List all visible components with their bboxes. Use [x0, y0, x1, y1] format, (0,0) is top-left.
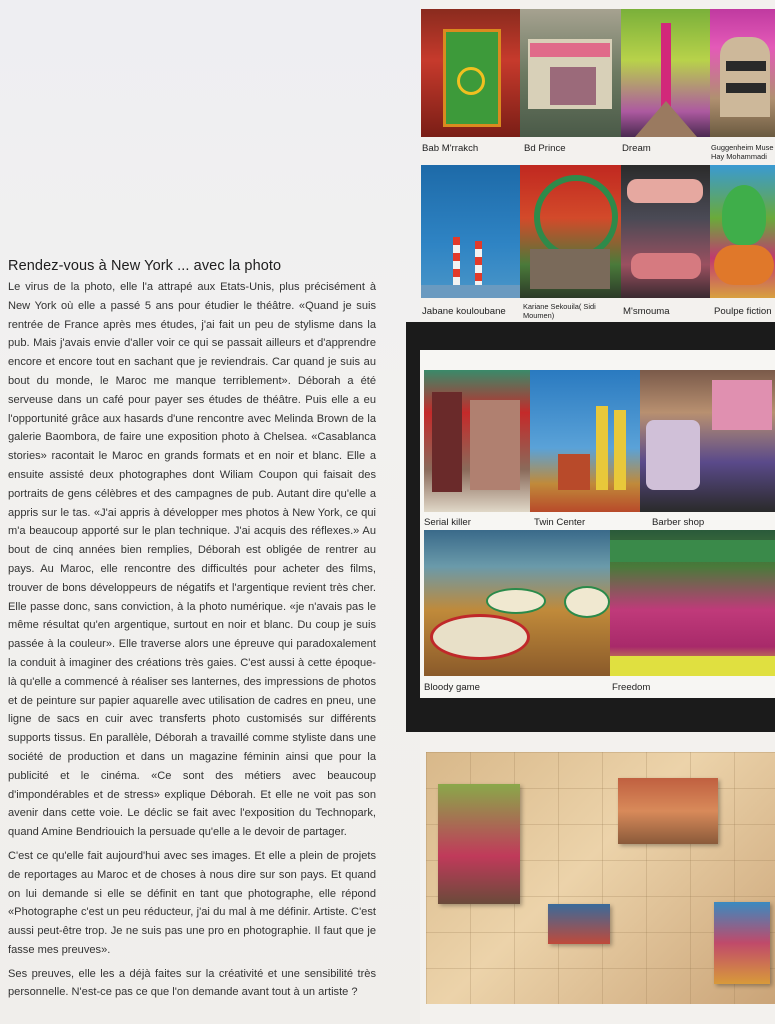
photo-msmouma	[621, 165, 710, 298]
photo-kariane-sekouila	[520, 165, 621, 298]
article-paragraph: Ses preuves, elle les a déjà faites sur la créativité et une sensibilité très personnelle. N'est-ce pas ce que l'on demande avant tout à un artiste ?	[8, 967, 376, 999]
caption-bd-prince: Bd Prince	[524, 143, 566, 154]
dark-band-left	[406, 322, 420, 732]
caption-guggenheim: Guggenheim Muse Hay Mohammadi	[711, 143, 774, 161]
photo-dream	[621, 9, 710, 137]
photo-bd-prince	[520, 9, 621, 137]
article-paragraph: C'est ce qu'elle fait aujourd'hui avec ses images. Et elle a plein de projets de reportages au Maroc et de choses à nous dire sur son pays. Et quand on lui demande si elle se définit en tant que photographe, elle répond «Photographe c'est un peu réducteur, j'ai du mal à me définir. Artiste. C'est aussi peut-être trop. Je ne suis pas une pro en photographie. Il faut que je fasse mes preuves».	[8, 849, 376, 956]
photo-guggenheim	[710, 9, 775, 137]
caption-barber-shop: Barber shop	[652, 517, 705, 528]
article-paragraph: Le virus de la photo, elle l'a attrapé aux Etats-Unis, plus précisément à New York où elle a passé 5 ans pour étudier le théâtre. «Quand je suis rentrée de France après mes études, j'ai fait un peu de stylisme dans la pub. Mais j'avais envie d'aller voir ce qui se passait ailleurs et d'apprendre encore et encore tout en sachant que je reviendrais. Car quand je suis au bout du monde, le Maroc me manque terriblement». Déborah a été serveuse dans un café pour payer ses études de théâtre. Puis elle a eu l'opportunité grâce aux hasards d'une rencontre avec Melinda Brown de la galerie Baombora, de faire une exposition photo à Chelsea. «Casablanca stories» racontait le Maroc en grands formats et en noir et blanc. Elle a ensuite assisté deux photographes dont Wiliam Coupon qui faisait des portraits de gens célèbres et des campagnes de pub. Autant dire qu'elle a appris sur le tas. «J'ai appris à développer mes photos à New York, ce qui m'a beaucoup apporté sur le plan technique. J'ai acquis des réflexes.» Au bout de cinq années bien remplies, Déborah est obligée de rentrer au pays. Au Maroc, elle rencontre des difficultés pour acheter des films, trouver de bons développeurs de négatifs et l'argentique revient très cher. Elle passe donc, sans conviction, à la photo numérique. «je n'avais pas le même résultat qu'en argentique, surtout en noir et blanc. Du coup je suis passée à la couleur». Elle traverse alors une épreuve qui paradoxalement la conduit à imaginer des créations très gaies. C'est aussi à cette époque-là qu'elle a commencé à réaliser ses lanternes, des impressions de photos et de peinture sur papier aquarelle avec utilisation de cadres en pneu, une ligne de sacs en cuir avec transferts photo customisés sur différents supports tissus. En parallèle, Déborah a travaillé comme styliste dans une société de production et dans un magazine féminin ainsi que pour la publicité et le cinéma. «Ce sont des métiers avec beaucoup d'impondérables et de stress» explique Déborah. Et elle ne voit pas son avenir dans cette voie. Le déclic se fait avec l'exposition du Technopark, quand Amine Bendriouich la persuade qu'elle a le devoir de partager.	[8, 281, 376, 839]
hung-print-bloody-game	[618, 778, 718, 844]
caption-bab-mrrakch: Bab M'rrakch	[422, 143, 479, 154]
dark-band-bottom	[406, 698, 775, 732]
caption-freedom: Freedom	[612, 682, 651, 693]
photo-serial-killer	[424, 370, 530, 512]
caption-serial-killer: Serial killer	[424, 517, 471, 528]
caption-kariane-sekouila: Kariane Sekouila( Sidi Moumen)	[523, 302, 596, 320]
photo-exhibition-wall	[426, 752, 775, 1004]
hung-print-poulpe	[714, 902, 770, 984]
photo-poulpe-fiction	[710, 165, 775, 298]
caption-twin-center: Twin Center	[534, 517, 586, 528]
dark-band-top	[406, 322, 775, 350]
photo-jabane-kouloubane	[421, 165, 520, 298]
article-heading: Rendez-vous à New York ... avec la photo	[8, 258, 282, 274]
photo-barber-shop	[640, 370, 775, 512]
hung-print-dream	[438, 784, 520, 904]
caption-bloody-game: Bloody game	[424, 682, 480, 693]
photo-freedom	[610, 530, 775, 676]
caption-poulpe-fiction: Poulpe fiction	[714, 306, 772, 317]
photo-bab-mrrakch	[421, 9, 520, 137]
caption-jabane-kouloubane: Jabane kouloubane	[422, 306, 506, 317]
article	[8, 258, 376, 1007]
caption-dream: Dream	[622, 143, 651, 154]
photo-bloody-game	[424, 530, 610, 676]
hung-print-small	[548, 904, 610, 944]
caption-msmouma: M'smouma	[623, 306, 670, 317]
photo-twin-center	[530, 370, 640, 512]
